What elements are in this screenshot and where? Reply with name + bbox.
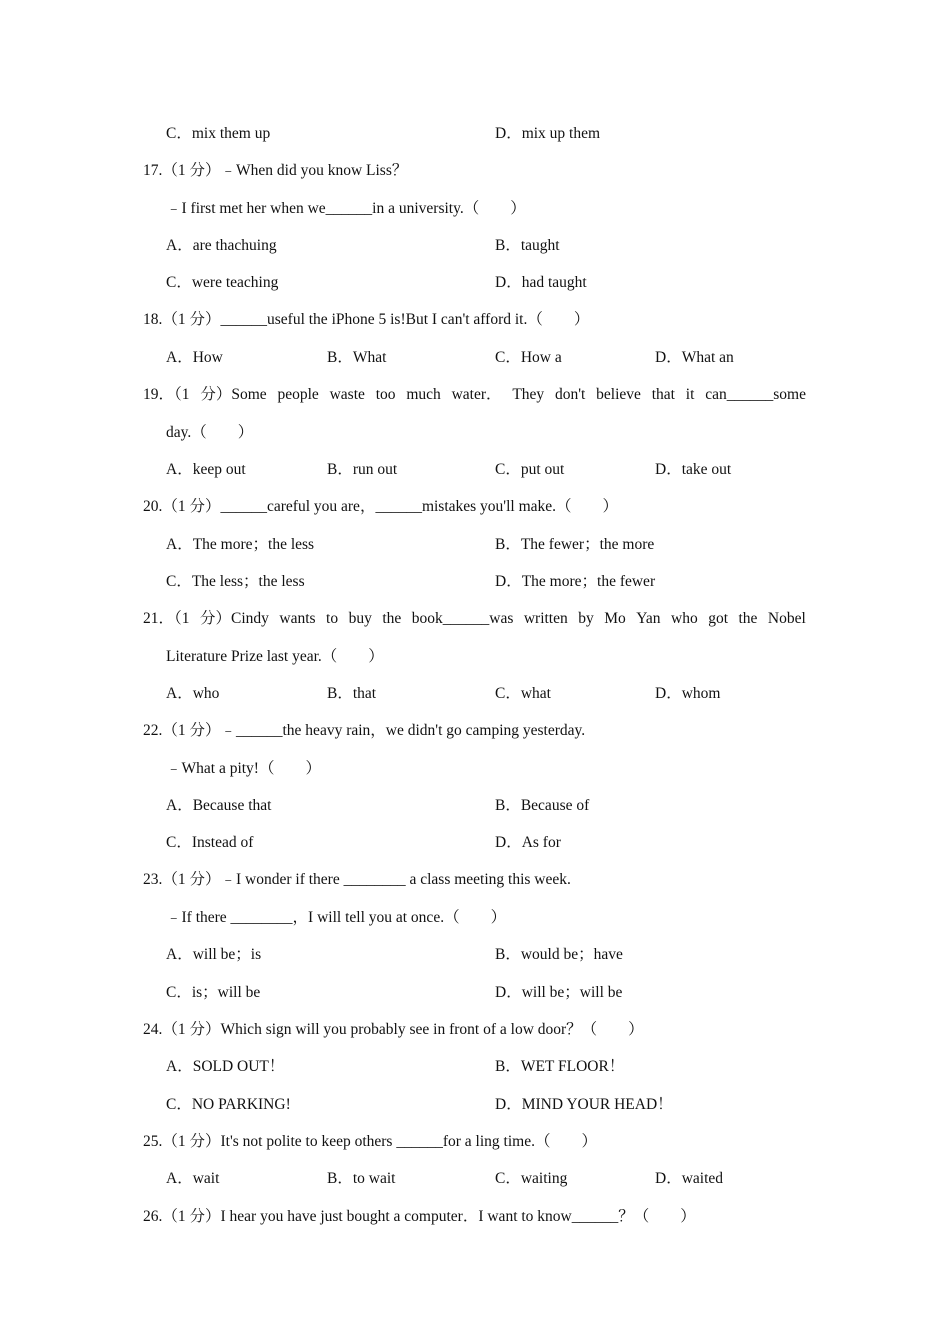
question-word: don't <box>554 386 586 403</box>
answer-option: B．would be；have <box>495 946 623 963</box>
answer-option: C．mix them up <box>166 125 271 142</box>
question-word: that <box>651 386 675 403</box>
answer-option: B．Because of <box>495 797 590 814</box>
question-word: Mo <box>604 610 626 627</box>
answer-option: D．What an <box>655 349 734 366</box>
question-word: to <box>326 610 339 627</box>
answer-option: A．wait <box>166 1170 220 1187</box>
answer-option: A．will be；is <box>166 946 262 963</box>
answer-option: B．What <box>327 349 387 366</box>
question-stem: 23.（1 分）﹣I wonder if there ________ a class meeting this week. <box>143 871 571 888</box>
answer-option: C．The less；the less <box>166 573 305 590</box>
answer-option: C．waiting <box>495 1170 568 1187</box>
question-word: can______some <box>705 386 806 403</box>
answer-option: D．take out <box>655 461 732 478</box>
question-word: They <box>512 386 545 403</box>
question-stem: 18.（1 分）______useful the iPhone 5 is!But I can't afford it.（ ） <box>143 311 590 328</box>
question-word: water． <box>451 386 502 403</box>
question-word: waste <box>329 386 365 403</box>
question-stem <box>143 385 806 405</box>
question-word: 19．（1 <box>143 386 190 403</box>
question-word: much <box>406 386 441 403</box>
answer-option: D．MIND YOUR HEAD！ <box>495 1096 673 1113</box>
question-word: believe <box>596 386 641 403</box>
answer-option: A．How <box>166 349 223 366</box>
answer-option: A．are thachuing <box>166 237 277 254</box>
question-continuation: day.（ ） <box>166 424 254 441</box>
question-stem: 26.（1 分）I hear you have just bought a computer．I want to know______？（ ） <box>143 1208 696 1225</box>
question-word: Nobel <box>767 610 806 627</box>
question-word: book______was <box>411 610 514 627</box>
answer-option: D．had taught <box>495 274 587 291</box>
question-word: Yan <box>636 610 661 627</box>
answer-option: B．to wait <box>327 1170 396 1187</box>
answer-option: A．The more；the less <box>166 536 315 553</box>
question-stem: 25.（1 分）It's not polite to keep others ______for a ling time.（ ） <box>143 1133 597 1150</box>
answer-option: A．who <box>166 685 220 702</box>
question-word: it <box>685 386 695 403</box>
question-stem <box>143 609 806 629</box>
answer-option: C．How a <box>495 349 562 366</box>
answer-option: B．WET FLOOR！ <box>495 1058 625 1075</box>
question-word: people <box>277 386 319 403</box>
question-stem: 22.（1 分）﹣______the heavy rain，we didn't go camping yesterday. <box>143 722 586 739</box>
question-word: the <box>738 610 758 627</box>
answer-option: C．what <box>495 685 551 702</box>
answer-option: B．The fewer；the more <box>495 536 655 553</box>
question-word: the <box>382 610 402 627</box>
answer-option: D．The more；the fewer <box>495 573 656 590</box>
question-word: buy <box>348 610 372 627</box>
question-stem: 17.（1 分）﹣When did you know Liss？ <box>143 162 408 179</box>
answer-option: A．Because that <box>166 797 272 814</box>
answer-option: C．is；will be <box>166 984 261 1001</box>
question-stem: 20.（1 分）______careful you are，______mistakes you'll make.（ ） <box>143 498 619 515</box>
answer-option: C．Instead of <box>166 834 254 851</box>
answer-option: D．will be；will be <box>495 984 623 1001</box>
answer-option: D．As for <box>495 834 561 851</box>
question-word: written <box>523 610 568 627</box>
answer-option: D．mix up them <box>495 125 601 142</box>
question-continuation: ﹣I first met her when we______in a university.（ ） <box>166 200 526 217</box>
question-continuation: ﹣If there ________，I will tell you at once.（ ） <box>166 909 507 926</box>
question-word: who <box>671 610 698 627</box>
answer-option: C．were teaching <box>166 274 279 291</box>
answer-option: B．taught <box>495 237 560 254</box>
question-word: got <box>708 610 729 627</box>
answer-option: C．NO PARKING! <box>166 1096 291 1113</box>
question-word: too <box>375 386 396 403</box>
question-word: wants <box>279 610 316 627</box>
answer-option: B．that <box>327 685 377 702</box>
question-word: 分）Some <box>200 386 267 403</box>
answer-option: C．put out <box>495 461 565 478</box>
question-continuation: ﹣What a pity!（ ） <box>166 760 321 777</box>
answer-option: B．run out <box>327 461 398 478</box>
answer-option: D．waited <box>655 1170 724 1187</box>
answer-option: A．SOLD OUT！ <box>166 1058 285 1075</box>
question-word: by <box>578 610 594 627</box>
answer-option: A．keep out <box>166 461 246 478</box>
question-stem: 24.（1 分）Which sign will you probably see in front of a low door？（ ） <box>143 1021 644 1038</box>
question-word: 21．（1 <box>143 610 190 627</box>
question-continuation: Literature Prize last year.（ ） <box>166 648 384 665</box>
question-word: 分）Cindy <box>200 610 269 627</box>
answer-option: D．whom <box>655 685 721 702</box>
